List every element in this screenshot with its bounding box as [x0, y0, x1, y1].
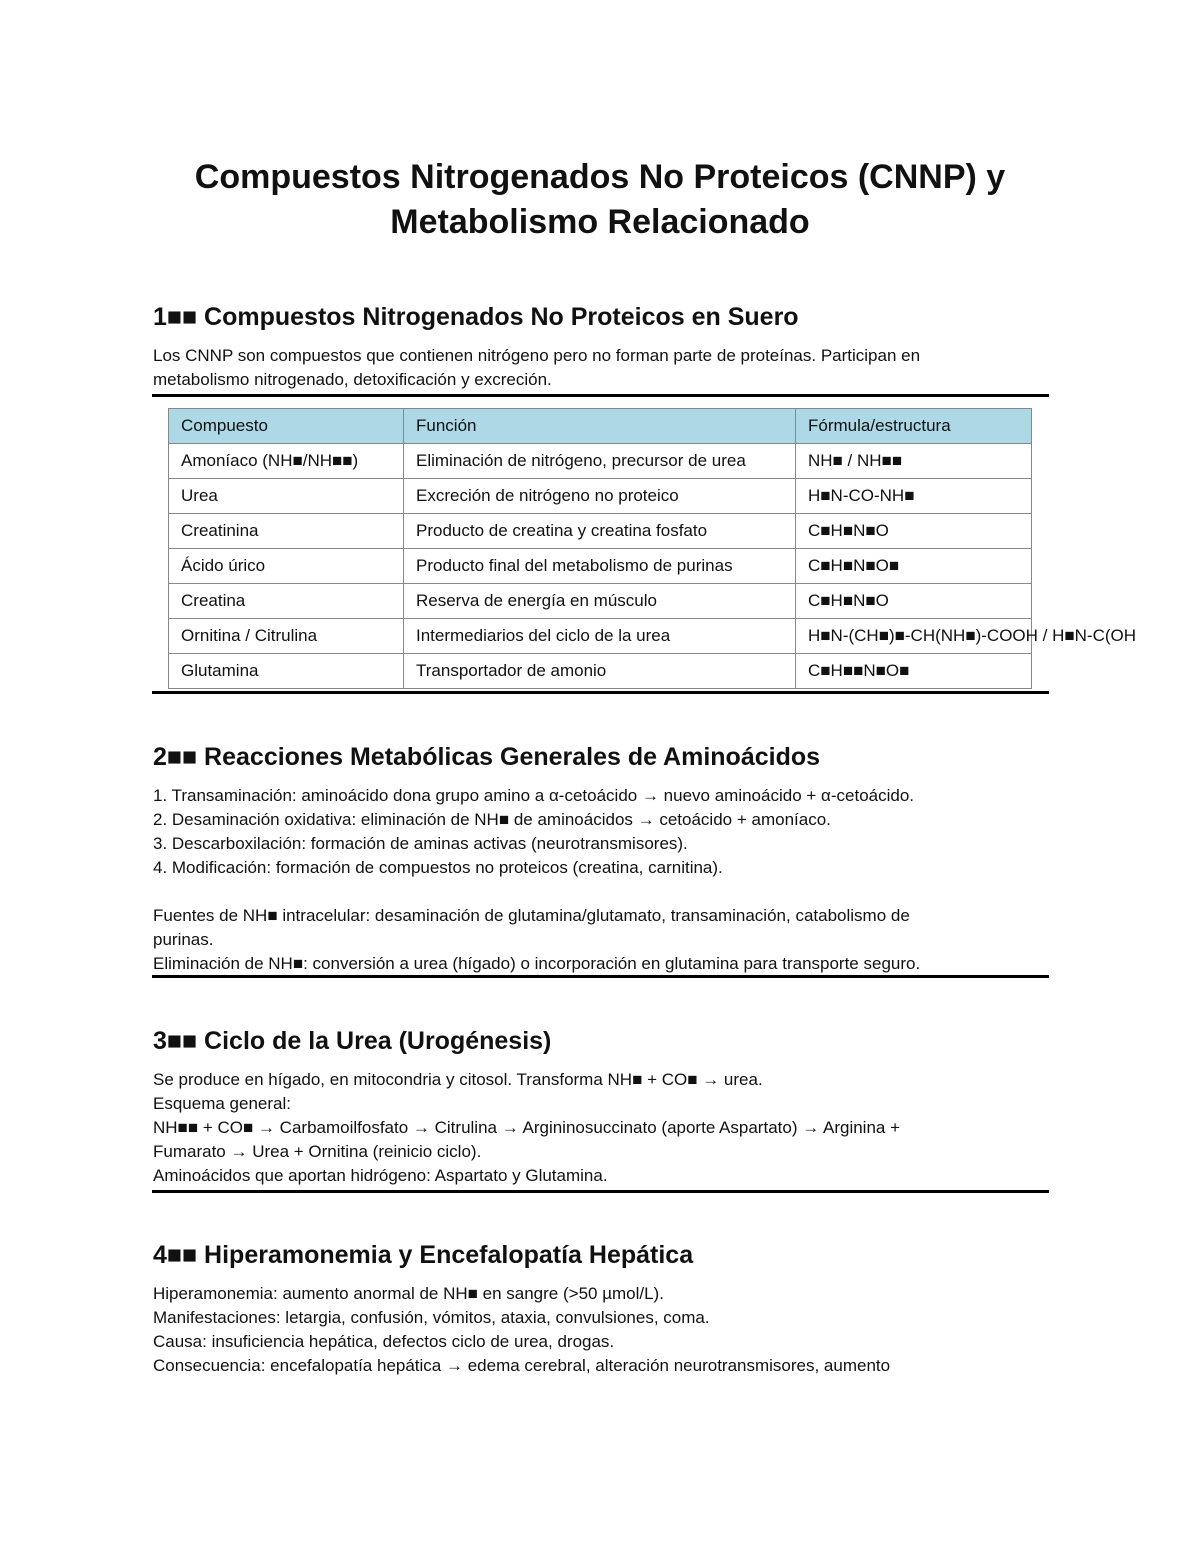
section-1-intro-line-2: metabolismo nitrogenado, detoxificación y excreción.	[153, 370, 552, 389]
document-title-line-2: Metabolismo Relacionado	[390, 203, 810, 241]
table-row	[169, 549, 1032, 584]
section-2-heading: 2■■ Reacciones Metabólicas Generales de Aminoácidos	[153, 743, 821, 771]
list-item: 1. Transaminación: aminoácido dona grupo amino a α-cetoácido → nuevo aminoácido + α-cetoácido.	[153, 786, 915, 805]
table-cell: Reserva de energía en músculo	[404, 584, 796, 619]
hyperammonemia-line: Causa: insuficiencia hepática, defectos ciclo de urea, drogas.	[153, 1332, 615, 1351]
list-item: 2. Desaminación oxidativa: eliminación de NH■ de aminoácidos → cetoácido + amoníaco.	[153, 810, 831, 829]
section-1-bottom-rule	[152, 691, 1049, 694]
table-cell: Transportador de amonio	[404, 654, 796, 689]
section-3-body	[153, 1068, 1048, 1188]
nh3-sources-line-1: Fuentes de NH■ intracelular: desaminación de glutamina/glutamato, transaminación, catabolismo de	[153, 906, 910, 925]
urea-cycle-line: Fumarato → Urea + Ornitina (reinicio ciclo).	[153, 1142, 482, 1161]
table-header-row	[169, 409, 1032, 444]
hyperammonemia-line: Hiperamonemia: aumento anormal de NH■ en sangre (>50 µmol/L).	[153, 1284, 664, 1303]
table-cell: Excreción de nitrógeno no proteico	[404, 479, 796, 514]
table-cell: Ornitina / Citrulina	[169, 619, 404, 654]
table-row	[169, 654, 1032, 689]
table-cell: Creatina	[169, 584, 404, 619]
section-3	[153, 1026, 1048, 1188]
table-cell: Intermediarios del ciclo de la urea	[404, 619, 796, 654]
urea-cycle-line: NH■■ + CO■ → Carbamoilfosfato → Citrulina → Argininosuccinato (aporte Aspartato) → Arginina +	[153, 1118, 901, 1137]
table-cell: Producto de creatina y creatina fosfato	[404, 514, 796, 549]
table-row	[169, 514, 1032, 549]
table-row	[169, 479, 1032, 514]
hyperammonemia-line: Manifestaciones: letargia, confusión, vómitos, ataxia, convulsiones, coma.	[153, 1308, 710, 1327]
table-cell: H■N-(CH■)■-CH(NH■)-COOH / H■N-C(OH	[796, 619, 1032, 654]
table-cell: NH■ / NH■■	[796, 444, 1032, 479]
section-2-body	[153, 784, 1048, 976]
nh3-elimination: Eliminación de NH■: conversión a urea (hígado) o incorporación en glutamina para transporte seguro.	[153, 954, 921, 973]
urea-cycle-line: Aminoácidos que aportan hidrógeno: Aspartato y Glutamina.	[153, 1166, 608, 1185]
section-2	[153, 742, 1048, 976]
section-1-top-rule	[152, 394, 1049, 397]
table-cell: C■H■N■O■	[796, 549, 1032, 584]
document-title	[100, 155, 1100, 245]
section-3-bottom-rule	[152, 1190, 1049, 1193]
table-cell: Ácido úrico	[169, 549, 404, 584]
table-row	[169, 444, 1032, 479]
section-1	[153, 302, 1048, 392]
section-4-body	[153, 1282, 1048, 1378]
section-4	[153, 1240, 1048, 1378]
list-item: 3. Descarboxilación: formación de aminas activas (neurotransmisores).	[153, 834, 688, 853]
table-row	[169, 584, 1032, 619]
cnnp-table	[168, 408, 1137, 689]
table-header-cell: Compuesto	[169, 409, 404, 444]
table-header-cell: Función	[404, 409, 796, 444]
hyperammonemia-line: Consecuencia: encefalopatía hepática → edema cerebral, alteración neurotransmisores, aumento	[153, 1356, 891, 1375]
list-item: 4. Modificación: formación de compuestos no proteicos (creatina, carnitina).	[153, 858, 723, 877]
nh3-sources-line-2: purinas.	[153, 930, 214, 949]
section-3-heading: 3■■ Ciclo de la Urea (Urogénesis)	[153, 1027, 552, 1055]
table-cell: Amoníaco (NH■/NH■■)	[169, 444, 404, 479]
table-cell: C■H■■N■O■	[796, 654, 1032, 689]
section-1-heading: 1■■ Compuestos Nitrogenados No Proteicos en Suero	[153, 303, 799, 331]
table-cell: Creatinina	[169, 514, 404, 549]
table-cell: Glutamina	[169, 654, 404, 689]
table-cell: Eliminación de nitrógeno, precursor de urea	[404, 444, 796, 479]
table-cell: Producto final del metabolismo de purinas	[404, 549, 796, 584]
section-1-intro-line-1: Los CNNP son compuestos que contienen nitrógeno pero no forman parte de proteínas. Participan en	[153, 346, 921, 365]
section-4-heading: 4■■ Hiperamonemia y Encefalopatía Hepática	[153, 1241, 694, 1269]
section-1-intro	[153, 344, 1048, 392]
table-cell: Urea	[169, 479, 404, 514]
section-2-bottom-rule	[152, 975, 1049, 978]
urea-cycle-line: Se produce en hígado, en mitocondria y citosol. Transforma NH■ + CO■ → urea.	[153, 1070, 763, 1089]
table-cell: H■N-CO-NH■	[796, 479, 1032, 514]
table-header-cell: Fórmula/estructura	[796, 409, 1032, 444]
table-cell: C■H■N■O	[796, 584, 1032, 619]
document-title-line-1: Compuestos Nitrogenados No Proteicos (CNNP) y	[194, 158, 1006, 196]
table-cell: C■H■N■O	[796, 514, 1032, 549]
urea-cycle-line: Esquema general:	[153, 1094, 291, 1113]
table-row	[169, 619, 1032, 654]
